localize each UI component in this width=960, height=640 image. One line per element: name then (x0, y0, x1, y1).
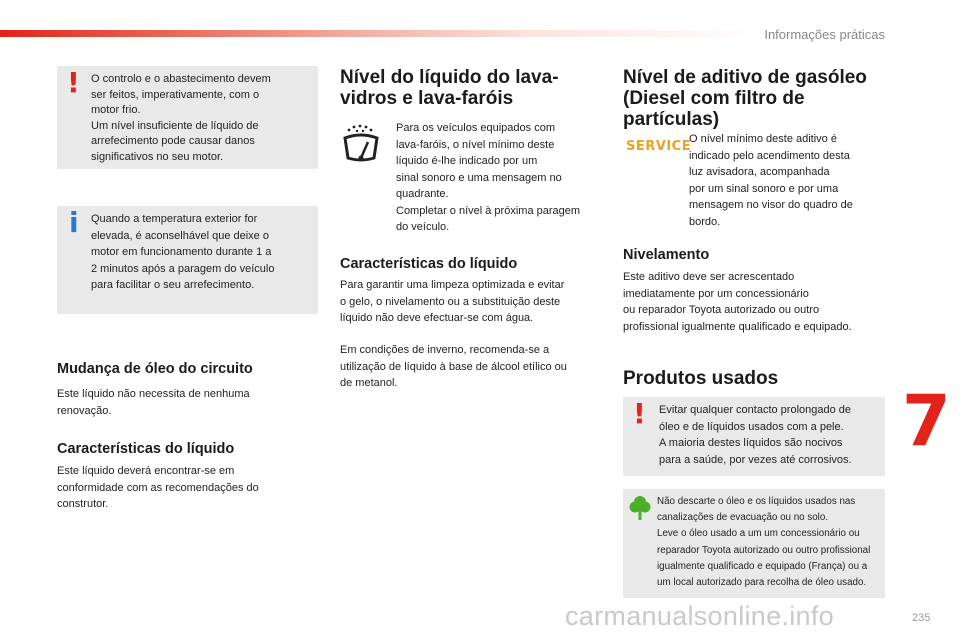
oil-change-heading: Mudança de óleo do circuito (57, 361, 253, 377)
info-icon: i (69, 206, 79, 239)
section-title: Informações práticas (764, 27, 885, 42)
fluid-characteristics-text: Este líquido deverá encontrar-se em conformidade com as recomendações do construtor. (57, 465, 259, 510)
leveling-heading: Nivelamento (623, 247, 710, 263)
exclamation-icon: ! (633, 397, 646, 430)
diesel-additive-intro: O nível mínimo deste aditivo é indicado pelo acendimento desta luz avisadora, acompanhada por um sinal sonoro e por uma mensagem no visor do quadro de bordo. (689, 133, 853, 228)
watermark: carmanualsonline.info (565, 601, 834, 631)
environment-text: Não descarte o óleo e os líquidos usados nas canalizações de evacuação ou no solo. Leve o óleo usado a um um concessionário ou reparador Toyota autorizado ou outro profissional igualmente qualificado e equipado (França) ou a um local autorizado para recolha de óleo usado. (657, 496, 871, 589)
page-number: 235 (912, 612, 931, 624)
header-accent-bar (0, 30, 760, 37)
warning-box-text: O controlo e o abastecimento devem ser feitos, imperativamente, com o motor frio. Um nível insuficiente de líquido de arrefecimento pode causar danos significativos no seu motor. (91, 73, 271, 163)
oil-change-text: Este líquido não necessita de nenhuma renovação. (57, 388, 250, 417)
washer-fluid-intro: Para os veículos equipados com lava-faróis, o nível mínimo deste líquido é-lhe indicado por um sinal sonoro e uma mensagem no quadrante. Completar o nível à próxima paragem do veículo. (396, 122, 581, 233)
info-box-text: Quando a temperatura exterior for elevada, é aconselhável que deixe o motor em funcionamento durante 1 a 2 minutos após a paragem do veículo para facilitar o seu arrefecimento. (91, 213, 275, 291)
washer-characteristics-heading: Características do líquido (340, 256, 518, 272)
washer-fluid-heading: Nível do líquido do lava- vidros e lava-faróis (340, 67, 559, 109)
washer-fluid-icon (341, 124, 381, 166)
exclamation-icon: ! (67, 66, 80, 99)
service-warning-light-icon: SERVICE (626, 139, 692, 154)
chapter-number: 7 (902, 380, 951, 462)
used-products-heading: Produtos usados (623, 368, 779, 389)
washer-winter-text: Em condições de inverno, recomenda-se a utilização de líquido à base de álcool etílico ou de metanol. (340, 344, 567, 389)
used-products-warning-text: Evitar qualquer contacto prolongado de óleo e de líquidos usados com a pele. A maioria destes líquidos são nocivos para a saúde, por vezes até corrosivos. (659, 404, 852, 466)
fluid-characteristics-heading: Características do líquido (57, 441, 235, 457)
diesel-additive-heading: Nível de aditivo de gasóleo (Diesel com filtro de partículas) (623, 67, 867, 130)
washer-characteristics-text: Para garantir uma limpeza optimizada e evitar o gelo, o nivelamento ou a substituição deste líquido não deve efectuar-se com água. (340, 279, 565, 324)
tree-eco-icon (629, 495, 651, 521)
leveling-text: Este aditivo deve ser acrescentado imediatamente por um concessionário ou reparador Toyota autorizado ou outro profissional igualmente qualificado e equipado. (623, 271, 852, 333)
